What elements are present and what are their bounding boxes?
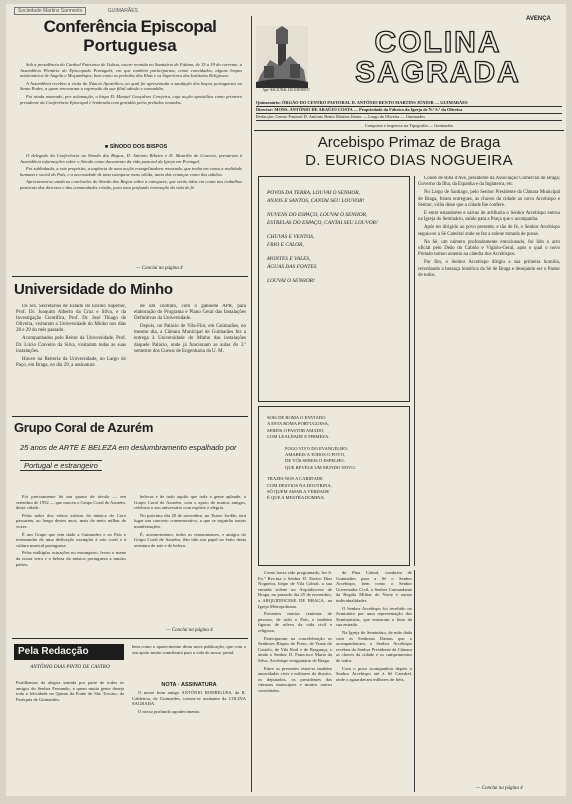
redaction-byline: ANTÓNIO DIAS PINTO DE CASTRO [30,664,110,670]
paragraph: Foi precisamente há um quarto de século — em setembro de 1952 — que nasceu o Grupo Coral de Azurém, desta cidade. [16,494,126,511]
choir-title: Grupo Coral de Azurém [14,420,154,435]
archbishop-lower-col2 [336,570,412,792]
poem-line: LOUVAI O SENHOR! [267,278,315,284]
redaction-col2: bem como o aparecimento desta nova publicação, que com o seu apoio muito contribuirá para a vida do nosso jornal. [132,644,246,655]
synod-paragraph: O delegado da Conferência ao Sínodo dos Bispos, D. António Ribeiro e D. Maurílio de Gouveia, prestaram à Assembleia informações sobre o Sínodo como documento da vida pastoral da Igreja em Portugal. [20,153,242,164]
paragraph: O nosso bom amigo ANTÓNIO RODRIGUES, da R. Caldeiroa, de Guimarães, tornou-se assinante da COLINA SAGRADA. [132,690,246,707]
column-divider [251,16,252,792]
column-divider [414,176,415,566]
paragraph: Com o povo acompanhou depois o Senhor Arcebispo até à Sé Catedral, onde o aguardavam milhares de fiéis. [336,665,412,682]
poem-line: FRIO E CALOR, [267,242,304,248]
paragraph: É, acontecimento, todos os vimaranenses, e amigos do Grupo Coral de Azurém, têm tido um papel no êxito desta aventura de arte e de beleza. [134,531,246,548]
university-col2 [134,304,246,414]
poem-line: QUE REVELE UM MUNDO NOVO. [285,464,356,470]
masthead-info-line: Redacção: Centro Pastoral D. António Bento Martins Júnior — Largo da Oliveira — Guimarães [256,114,562,121]
archbishop-continues [476,786,523,791]
poem-box-2 [258,406,410,566]
badge-text: Agir NACIONAL DO ESPÍRITO [262,88,310,92]
logo-line1: COLINA [374,26,502,59]
poem-line: COM LEALDADE E FIRMEZA. [267,434,330,440]
archive-stamp-right: GUIMARÃES [107,8,138,14]
redaction-text: Partilhamos da alegria sentida por parte de todos os amigos do Senhor Fernando, a quem muita gente deseja toda a felicidade na Quinta da Fonte de São Torcato, da Paróquia de Guimarães. [16,680,124,702]
paragraph: Presentes muitas centenas de pessoas, de todo o País, e também figuras de relevo da vida civil e religiosa. [258,611,332,633]
paragraph: de um contrato, com o gabinete APR, para elaboração do Programa e Plano Geral das Instalações Definitivas da Universidade. [134,304,246,322]
conference-headline [12,17,248,57]
poem-box-1 [258,176,410,402]
paragraph: Após ter dirigido ao povo presente, e tão de fé, o Senhor Arcebispo seguiu-se a Sé Catedral onde se fez a solene tomada de posse. [418,225,560,237]
column-divider [414,570,415,792]
paragraph: O nosso profundo agradecimento. [138,708,201,714]
paragraph: Participaram na concelebração os Senhores Bispos do Porto, de Viana do Castelo, de Vila Real e de Bragança, e ainda o Senhor D. Francisco Maria da Silva, Arcebispo resignatário de Braga. [258,635,332,663]
conference-intro [20,62,242,140]
poem-line: CHUVAS E VENTOS, [267,234,315,240]
archbishop-title-line2: D. EURICO DIAS NOGUEIRA [305,152,513,169]
poem-line: ANJOS E SANTOS, CANTAI SEU LOUVOR! [267,198,365,204]
poem-line: DE VÓS SEREIS O ESPELHO, [285,458,345,464]
continues-dash-icon: — [476,786,482,791]
masthead-info-line: Quinzenário: ÓRGÃO DO CENTRO PASTORAL D. ANTÓNIO BENTO MARTINS JÚNIOR — GUIMARÃES [256,100,562,107]
synod-paragraph: Foi sublinhada, a este propósito, a urgência de uma acção evangelizadora renovada, que tenha em conta a realidade humana e social do País, e a necessidade de uma catequese mais sólida, tanto das crianças como dos adultos. [20,166,242,177]
poem-line: SOIS DE ROMA O ENVIADO [267,415,326,420]
synod-paragraph: Apreciaram-se ainda as conclusões do Sínodo dos Bispos sobre a catequese, que serão tidas em conta nos trabalhos pastorais das dioceses e das comunidades cristãs, para uma profunda renovação da vida de fé. [20,179,242,190]
archive-stamp-left: Sociedade Martins Sarmento [14,7,86,15]
poem-line: SÓ QUEM AMAR A VERDADE [267,489,330,495]
synod-subhead-text: SÍNODO DOS BISPOS [109,144,168,150]
paragraph: belecas e de tudo aquilo que toda a gente aplaude, o Grupo Coral de Azurém, com o apoio de muitos amigos, celebrou o seu aniversário com espírito e alegria. [134,494,246,511]
synod-subhead [66,144,206,150]
synod-body [20,153,242,263]
paragraph: Os Srs. Secretários de Estado do Ensino Superior, Prof. Dr. Joaquim Alberto da Cruz e Silva, e da Investigação Científica, Prof. Dr. José Thiago de Oliveira, visitaram a Universidade do Minho nos dias 28 e 29 do mês passado. [16,304,126,334]
logo-line2: SAGRADA [355,56,521,89]
conference-title-line1: Conferência Episcopal [43,17,217,36]
poem-line: MONTES E VALES, [267,256,311,262]
archbishop-title-line1: Arcebispo Primaz de Braga [317,134,501,151]
divider [12,416,248,417]
archbishop-right-col [418,176,560,786]
poem-line: POVOS DA TERRA, LOUVAI O SENHOR, [267,190,360,196]
choir-col2 [134,494,246,626]
choir-banner [16,440,244,490]
paragraph: Entre os presentes viam-se também autoridades civis e militares do distrito, os deputados, os presidentes das câmaras municipais e muitos outros convidados. [258,665,332,693]
choir-continues [166,628,213,633]
conference-paragraph: A Assembleia recebeu a visita do Núncio Apostólico, ao qual foi apresentada a saudação dos bispos portugueses ao Santo Padre, a quem renovaram a expressão da sua filial adesão e comunhão. [20,80,242,92]
choir-col1 [16,494,126,636]
church-illustration [256,26,308,88]
poem-line: É QUE A MESTRA DOMINA. [267,495,326,501]
paragraph: No próximo dia 20 de novembro, no Teatro Jordão, terá lugar um concerto comemorativo, a que se seguirão outras manifestações. [134,512,246,529]
poem-line: A ESTA ROMA PORTUGUESA, [267,421,330,427]
paragraph: Pelas múltiplas actuações no estrangeiro, levou o nome da nossa terra e a beleza da música portuguesa a muitos países. [16,550,126,567]
paragraph: Como havia sido programado, fez S. Ex.ª Rev.ma o Senhor D. Eurico Dias Nogueira, bispo de Vila Cabral, a sua entrada solene na Arquidiocese de Braga, no passado dia 25 de novembro, a ARQUIDIOCESE DE BRAGA, na Igreja Metropolitana. [258,570,332,609]
poem-line: TRAZEI-NOS A CARIDADE [267,476,323,482]
paragraph: O Senhor Arcebispo foi recebido no Seminário por uma representação dos Seminaristas, que entoaram o hino da sua entrada. [336,605,412,628]
masthead-info-line: Director: MONS. ANTÓNIO DE ARAÚJO COSTA — Propriedade da Fábrica da Igreja de N.ª S.ª da Oliveira [256,107,562,114]
archbishop-headline [256,134,562,170]
poem-line: AMAREIS A TODOS O POVO, [285,452,346,458]
choir-continues-text: Conclui na página 4 [171,628,213,633]
conference-continues-text: Conclui na página 4 [141,266,183,271]
masthead-info-line: Composto e impresso na Tipografia — Guimarães [364,123,454,128]
choir-banner-line1: 25 anos de ARTE E BELEZA em deslumbramento espalhado por [20,443,237,452]
university-title: Universidade do Minho [14,281,173,298]
conference-paragraph: Foi ainda nomeado, por aclamação, o bispo D. Manuel Gonçalves Cerejeira, cuja acção apostólica como primeiro presidente da Conferência Episcopal é lembrada com gratidão pelos prelados reunidos. [20,93,242,105]
continues-dash-icon: — [136,266,142,271]
paragraph: Por fim, o Senhor Arcebispo dirigiu a sua primeira homilia, recordando a herança histórica da Sé de Braga e desejando ser o Pastor de todos. [418,260,560,278]
conference-paragraph: Sob a presidência do Cardeal Patriarca de Lisboa, esteve reunida no Santuário de Fátima, de 15 a 19 do corrente, a Assembleia Plenária do Episcopado Português, em que também participaram, como convidados, alguns bispos missionários de Angola e Moçambique, bem como os prelados das Ilhas e os Superiores dos Institutos Religiosos. [20,62,242,79]
paragraph: de Pina Cabral, conduziu de Guimarães para a Sé o Senhor Arcebispo, bem como o Senhor Governador Civil, o Senhor Comandante da Região Militar do Norte e outras individualidades. [336,570,412,603]
paragraph: Na Sé, um número profundamente emocionado, foi lido o acto oficial pelo Deão do Cabido e Vigário-Geral, após o qual o novo Prelado tomou assento na cátedra dos Arcebispos. [418,239,560,258]
paragraph: E entre estandartes e salvas de artilharia o Senhor Arcebispo entrou na Igreja do Seminário, saúdo para a Praça que o acompanha. [418,211,560,223]
poem-line: ESTRELAS DO ESPAÇO, CANTAI SEU LOUVOR! [267,220,378,226]
masthead-logo [314,28,562,90]
church-illustration-icon [256,26,308,88]
university-col1 [16,304,126,414]
conference-continues [136,266,183,271]
continues-dash-icon: — [166,628,172,633]
masthead-info [256,100,562,129]
paragraph: É um Grupo que tem dado a Guimarães e ao País o testemunho de uma dedicação exemplar à arte coral e à cultura musical portuguesa. [16,531,126,548]
poem-line: SEREIS O PASTOR AMADO, [267,427,325,433]
archbishop-lower-col1 [258,570,332,792]
poem-line: COM DESVIOS NA DOUTRINA, [267,482,332,488]
paragraph: No Largo de Santiago, pelo Senhor Presidente da Câmara Municipal de Braga, foram entregues, as chaves da cidade ao novo Arcebispo e Senhor, virão disse que a cidade lhe confere. [418,190,560,208]
poem-line: ÁGUAS DAS FONTES [267,264,317,270]
poem-line: FOGO VIVO DO EVANGELHO, [285,445,348,451]
archive-stamp [14,7,214,16]
paragraph: Houve na Reitoria da Universidade, no Largo do Paço, em Braga, no dia 29, a assinatura [16,356,126,368]
newspaper-page [6,4,566,796]
paragraph: Conde de Riba d'Ave, presidente da Associação Comercial de Braga; Governo da Ilha, da Espanha e da Inglaterra, etc. [418,176,560,188]
divider [12,276,248,277]
choir-banner-line2: Portugal e estrangeiro [20,460,102,471]
masthead-right-label: AVENÇA [526,16,551,22]
paragraph: Na Igreja do Seminário, de mão dada com as Senhoras Damas que o acompanhavam, o Senhor Arcebispo recebeu do Senhor Presidente da Câmara as chaves da cidade e os cumprimentos de todos. [336,629,412,663]
nota-title: NOTA · ASSINATURA [161,682,217,688]
nota-text [132,690,246,790]
redaction-title: Pela Redacção [14,644,124,660]
paragraph: Pelas mãos dos vários artistas da música do Coro passaram, ao longo destes anos, mais de meio milhar de vozes. [16,512,126,529]
conference-title-line2: Portuguesa [83,36,177,55]
bullet-icon: ■ [104,144,110,150]
divider [254,130,564,131]
paragraph: Acompanhados pelo Reitor da Universidade, Prof. Dr. Lúcio Craveiro da Silva, visitaram todas as suas instalações. [16,336,126,354]
poem-line: NUVENS DO ESPAÇO, LOUVAI O SENHOR, [267,212,368,218]
paragraph: Depois, no Palácio de Vila-Flor, em Guimarães, no mesmo dia, a Câmara Municipal de Guimarães fez a entrega à Universidade do Minho das instalações daquele Palácio, onde já funcionam as aulas do 3.º semestre dos Cursos de Engenharia da U. M. [134,324,246,354]
divider [12,638,248,639]
archbishop-continues-text: Conclui na página 4 [481,786,523,791]
